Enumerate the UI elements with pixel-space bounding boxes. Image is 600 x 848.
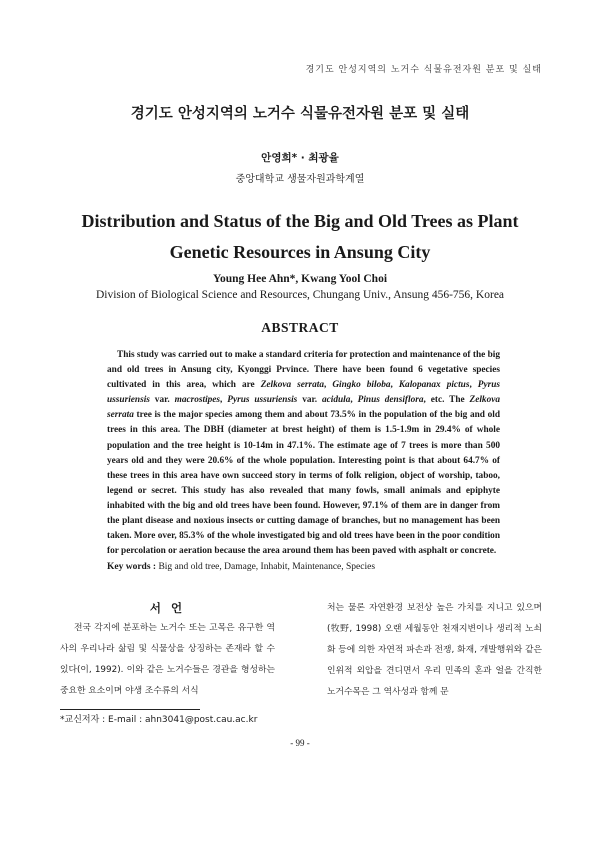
keywords-list: Big and old tree, Damage, Inhabit, Maintenance, Species: [158, 562, 376, 572]
korean-title: 경기도 안성지역의 노거수 식물유전자원 분포 및 실태: [130, 106, 470, 122]
keywords-label: Key words :: [107, 562, 157, 572]
footnote-divider: [60, 709, 200, 710]
abstract-body: This study was carried out to make a standard criteria for protection and maintenance of the big and old trees in Ansung city, Kyonggi Prvince. There have been found 6 vegetative species cultivated in this area, which are Zelkova serrata, Gingko biloba, Kalopanax pictus, Pyrus ussuriensis var. macrostipes, Pyrus ussuriensis var. acidula, Pinus densiflora, etc. The Zelkova serrata tree is the major species among them and about 73.5% in the population of the big and old trees in this area. The DBH (diameter at brest height) of them is 1.5-1.9m in 29.4% of whole population and the tree height is 10-14m in 47.1%. The estimate age of 7 trees is more than 500 years old and they were 20.6% of the whole population. Interesting point is that about 64.7% of these trees in this area have own succeed story in terms of folk religion, object of worship, taboo, legend or secret. This study has also revealed that many fowls, small animals and epiphyte inhabited with the big and old trees have been found. However, 97.1% of them are in danger from the plant disease and noxious insects or cutting damage of branches, but no management has been taken. More over, 85.3% of the whole investigated big and old trees have been in the poor condition for percolation or aeration because the area around them has been paved with asphalt or concrete.: [107, 350, 500, 557]
abstract-heading: ABSTRACT: [261, 320, 339, 335]
keywords: [107, 562, 507, 572]
korean-authors: 안영희* · 최광율: [261, 152, 339, 164]
running-header: 경기도 안성지역의 노거수 식물유전자원 분포 및 실태: [305, 65, 542, 75]
intro-left-text: 전국 각지에 분포하는 노거수 또는 고목은 유구한 역사의 우리나라 삶림 및 식물상을 상징하는 존재라 할 수 있다(이, 1992). 이와 같은 노거수들은 경관을 형성하는 중요한 요소이며 야생 조수류의 서식: [60, 623, 275, 696]
english-title: [0, 206, 600, 268]
intro-right-text: 처는 물론 자연환경 보전상 높은 가치를 지니고 있으며(牧野, 1998) 오랜 세월동안 천재지변이나 생리적 노쇠화 등에 의한 자연적 파손과 전쟁, 화재, 개발행위와 같은 인위적 외압을 견디면서 우리 민족의 혼과 얼을 간직한 노거수목은 그 역사성과 함께 문: [327, 603, 542, 697]
footnote: *교신저자 : E-mail : ahn3041@post.cau.ac.kr: [60, 715, 258, 725]
intro-left-column: [60, 600, 275, 702]
page-number: - 99 -: [290, 738, 310, 748]
intro-heading: 서 언: [149, 601, 186, 615]
english-authors: Young Hee Ahn*, Kwang Yool Choi: [212, 273, 388, 285]
english-affiliation: Division of Biological Science and Resources, Chungang Univ., Ansung 456-756, Korea: [95, 289, 505, 301]
korean-affiliation: 중앙대학교 생물자원과학계열: [235, 174, 365, 185]
intro-right-column: [327, 598, 542, 703]
english-title-line2: Genetic Resources in Ansung City: [169, 242, 431, 262]
english-title-line1: Distribution and Status of the Big and Old Trees as Plant: [81, 211, 519, 231]
